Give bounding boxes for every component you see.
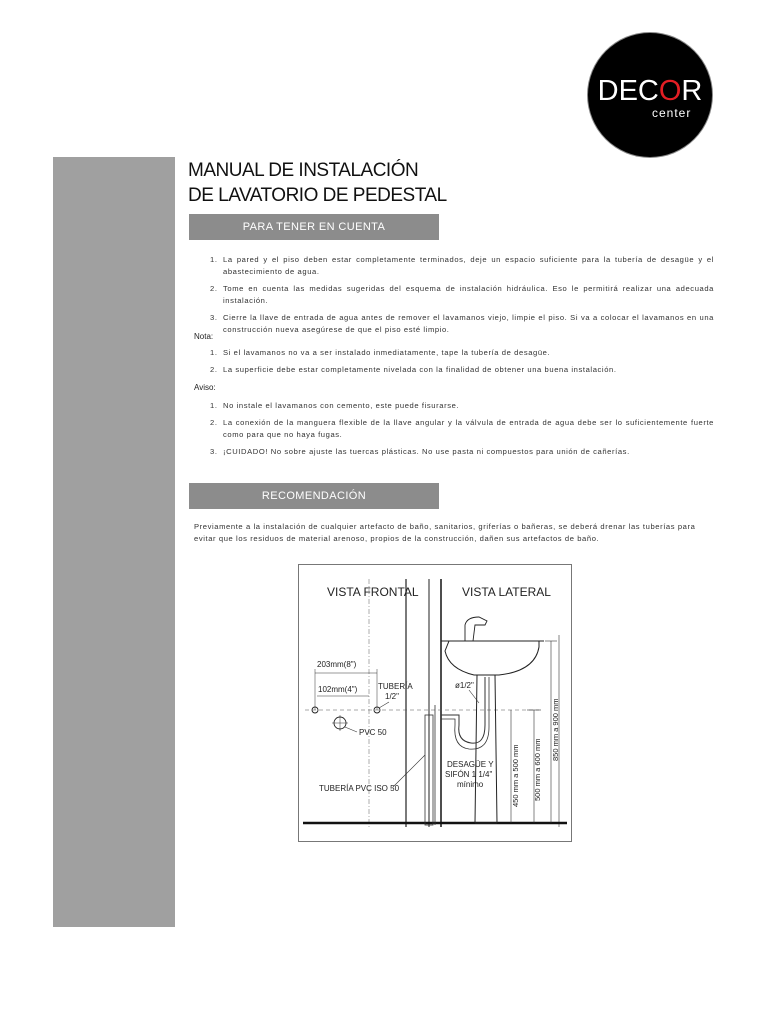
phi-label: ø1/2" (455, 681, 474, 690)
nota-list (196, 347, 714, 381)
section-header-considerations: PARA TENER EN CUENTA (189, 214, 439, 240)
recommendation-text: Previamente a la instalación de cualquier artefacto de baño, sanitarios, griferías o bañeras, se deberá drenar las tuberías para evitar que los residuos de material arenoso, propios de la construcción, dañen sus artefactos de baño. (194, 522, 696, 543)
list-item: 2. Tome en cuenta las medidas sugeridas del esquema de instalación hidráulica. Eso le permitirá realizar una adecuada instalación. (210, 284, 714, 305)
considerations-list (196, 254, 714, 341)
section-header-recommendation: RECOMENDACIÓN (189, 483, 439, 509)
side-view-title: VISTA LATERAL (462, 585, 551, 599)
list-item: 1. Si el lavamanos no va a ser instalado inmediatamente, tape la tubería de desagüe. (210, 348, 551, 357)
height-450-500: 450 mm a 500 mm (511, 744, 520, 807)
desague-label-2: SIFÓN 1 1/4" (445, 770, 493, 779)
logo-subtitle: center (652, 106, 692, 120)
list-item: 2. La conexión de la manguera flexible de la llave angular y la válvula de entrada de agua debe ser lo suficientemente fuerte como para que no haya fugas. (210, 418, 714, 439)
dimension-203mm: 203mm(8") (317, 660, 357, 669)
decor-center-logo (588, 33, 712, 157)
height-500-600: 500 mm a 600 mm (533, 738, 542, 801)
list-item: 1. No instale el lavamanos con cemento, este puede fisurarse. (210, 401, 460, 410)
aviso-label: Aviso: (194, 383, 216, 392)
title-line-2: DE LAVATORIO DE PEDESTAL (188, 185, 447, 206)
logo-wordmark: DECOR (597, 75, 703, 107)
aviso-list (196, 400, 714, 463)
page-title (188, 158, 447, 208)
installation-diagram (298, 564, 572, 842)
title-line-1: MANUAL DE INSTALACIÓN (188, 160, 419, 181)
tuberia-label: TUBERÍA (378, 682, 413, 691)
diagram-drawing (299, 565, 571, 841)
front-view-title: VISTA FRONTAL (327, 585, 419, 599)
nota-label: Nota: (194, 332, 214, 341)
list-item: 1. La pared y el piso deben estar completamente terminados, deje un espacio suficiente para la tubería de desagüe y el abastecimiento de agua. (210, 255, 714, 276)
dimension-102mm: 102mm(4") (318, 685, 358, 694)
desague-label-1: DESAGÜE Y (447, 760, 494, 769)
tuberia-size: 1/2" (385, 692, 399, 701)
height-850-900: 850 mm a 900 mm (551, 698, 560, 761)
list-item: 3. ¡CUIDADO! No sobre ajuste las tuercas plásticas. No use pasta ni compuestos para unión de cañerías. (210, 447, 630, 456)
desague-label-3: mínimo (457, 780, 484, 789)
tuberia-pvc-label: TUBERÍA PVC ISO 50 (319, 784, 400, 793)
pvc50-label: PVC 50 (359, 728, 387, 737)
sidebar-band (53, 157, 175, 927)
list-item: 2. La superficie debe estar completamente nivelada con la finalidad de obtener una buena instalación. (210, 365, 617, 374)
list-item: 3. Cierre la llave de entrada de agua antes de remover el lavamanos viejo, limpie el piso. Si va a colocar el lavamanos en una construcción nueva asegúrese de que el piso esté limpio. (210, 313, 714, 334)
